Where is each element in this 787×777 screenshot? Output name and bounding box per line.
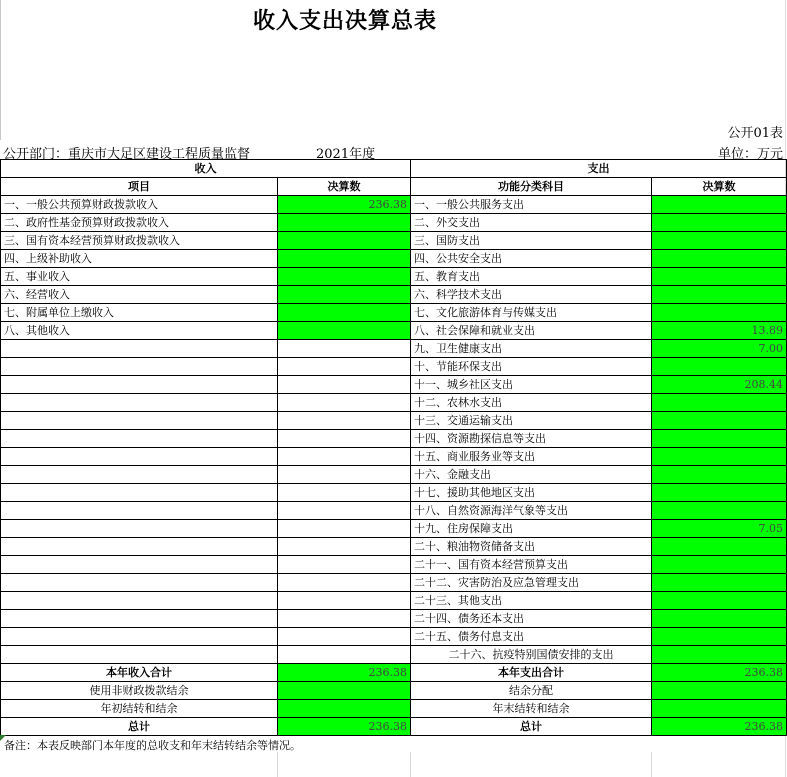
income-item-value[interactable] <box>278 394 411 412</box>
expense-item-label: 十四、资源勘探信息等支出 <box>411 430 652 448</box>
amount-column-header: 决算数 <box>278 178 411 196</box>
income-section-header: 收入 <box>1 160 411 178</box>
income-item-value[interactable] <box>278 322 411 340</box>
table-row <box>1 556 787 574</box>
report-meta <box>0 141 787 162</box>
income-item-value[interactable] <box>278 556 411 574</box>
report-title: 收入支出决算总表 <box>252 9 437 34</box>
year-label: 2021年度 <box>316 147 376 162</box>
expense-item-value[interactable]: 13.89 <box>652 322 787 340</box>
table-row <box>1 448 787 466</box>
table-row <box>1 394 787 412</box>
unit-label: 单位：万元 <box>717 147 783 162</box>
expense-item-label: 二十六、抗疫特别国债安排的支出 <box>411 646 652 664</box>
end-carryover-label: 年末结转和结余 <box>411 700 652 718</box>
expense-item-value[interactable]: 208.44 <box>652 376 787 394</box>
expense-item-value[interactable]: 7.00 <box>652 340 787 358</box>
expense-item-value[interactable] <box>652 232 787 250</box>
expense-item-value[interactable] <box>652 628 787 646</box>
expense-item-value[interactable] <box>652 358 787 376</box>
table-row <box>1 430 787 448</box>
grid-line <box>410 752 411 777</box>
grand-total-row <box>1 718 787 736</box>
expense-item-value[interactable]: 7.05 <box>652 520 787 538</box>
income-expense-table <box>0 159 787 736</box>
income-item-label <box>1 520 278 538</box>
expense-item-value[interactable] <box>652 556 787 574</box>
income-item-value[interactable] <box>278 412 411 430</box>
expense-item-label: 四、公共安全支出 <box>411 250 652 268</box>
income-item-value[interactable] <box>278 502 411 520</box>
income-item-value[interactable] <box>278 448 411 466</box>
income-item-label <box>1 358 278 376</box>
income-item-label: 七、附属单位上缴收入 <box>1 304 278 322</box>
expense-item-label: 十二、农林水支出 <box>411 394 652 412</box>
income-item-label: 一、一般公共预算财政拨款收入 <box>1 196 278 214</box>
table-row <box>1 322 787 340</box>
nonfiscal-row <box>1 682 787 700</box>
form-number: 公开01表 <box>727 126 783 141</box>
income-item-value[interactable] <box>278 232 411 250</box>
expense-item-value[interactable] <box>652 646 787 664</box>
expense-item-value[interactable] <box>652 394 787 412</box>
expense-item-value[interactable] <box>652 286 787 304</box>
expense-item-label: 二十三、其他支出 <box>411 592 652 610</box>
income-item-label <box>1 340 278 358</box>
grand-income-value[interactable]: 236.38 <box>278 718 411 736</box>
expense-item-value[interactable] <box>652 430 787 448</box>
begin-carryover-label: 年初结转和结余 <box>1 700 278 718</box>
expense-item-value[interactable] <box>652 574 787 592</box>
expense-item-label: 二十四、债务还本支出 <box>411 610 652 628</box>
func-item-column-header: 功能分类科目 <box>411 178 652 196</box>
table-row <box>1 376 787 394</box>
begin-carryover-value[interactable] <box>278 700 411 718</box>
expense-item-label: 五、教育支出 <box>411 268 652 286</box>
expense-item-label: 一、一般公共服务支出 <box>411 196 652 214</box>
expense-item-label: 二十五、债务付息支出 <box>411 628 652 646</box>
surplus-dist-value[interactable] <box>652 682 787 700</box>
income-item-value[interactable] <box>278 538 411 556</box>
surplus-dist-label: 结余分配 <box>411 682 652 700</box>
expense-item-label: 十、节能环保支出 <box>411 358 652 376</box>
income-item-label <box>1 502 278 520</box>
expense-item-value[interactable] <box>652 466 787 484</box>
income-item-value[interactable] <box>278 520 411 538</box>
expense-item-value[interactable] <box>652 412 787 430</box>
income-item-value[interactable] <box>278 358 411 376</box>
expense-item-label: 十三、交通运输支出 <box>411 412 652 430</box>
expense-item-label: 十七、援助其他地区支出 <box>411 484 652 502</box>
income-item-label: 五、事业收入 <box>1 268 278 286</box>
table-row <box>1 340 787 358</box>
column-header-row <box>1 178 787 196</box>
income-item-label: 六、经营收入 <box>1 286 278 304</box>
grand-income-label: 总计 <box>1 718 278 736</box>
expense-section-header: 支出 <box>411 160 787 178</box>
table-row <box>1 268 787 286</box>
income-item-label <box>1 430 278 448</box>
expense-item-label: 三、国防支出 <box>411 232 652 250</box>
income-item-value[interactable] <box>278 304 411 322</box>
income-item-label <box>1 592 278 610</box>
table-row <box>1 484 787 502</box>
income-item-label <box>1 484 278 502</box>
expense-item-value[interactable] <box>652 448 787 466</box>
table-row <box>1 412 787 430</box>
expense-item-value[interactable] <box>652 538 787 556</box>
footnote: 备注：本表反映部门本年度的总收支和年末结转结余等情况。 <box>4 739 301 752</box>
table-row <box>1 538 787 556</box>
nonfiscal-label: 使用非财政拨款结余 <box>1 682 278 700</box>
table-row <box>1 250 787 268</box>
expense-item-label: 十九、住房保障支出 <box>411 520 652 538</box>
expense-item-label: 二十二、灾害防治及应急管理支出 <box>411 574 652 592</box>
table-row <box>1 358 787 376</box>
expense-item-value[interactable] <box>652 268 787 286</box>
income-item-label <box>1 628 278 646</box>
amount2-column-header: 决算数 <box>652 178 787 196</box>
table-row <box>1 214 787 232</box>
grid-line <box>651 752 652 777</box>
expense-item-label: 九、卫生健康支出 <box>411 340 652 358</box>
income-item-value[interactable]: 236.38 <box>278 196 411 214</box>
table-row <box>1 574 787 592</box>
income-item-value[interactable] <box>278 268 411 286</box>
income-item-value[interactable] <box>278 430 411 448</box>
table-row <box>1 646 787 664</box>
expense-item-label: 十六、金融支出 <box>411 466 652 484</box>
income-item-label <box>1 538 278 556</box>
income-item-value[interactable] <box>278 466 411 484</box>
income-item-label <box>1 574 278 592</box>
table-row <box>1 466 787 484</box>
expense-item-value[interactable] <box>652 250 787 268</box>
income-item-label <box>1 394 278 412</box>
income-item-value[interactable] <box>278 340 411 358</box>
department-label: 公开部门：重庆市大足区建设工程质量监督 <box>3 147 251 162</box>
income-item-label <box>1 376 278 394</box>
income-total-label: 本年收入合计 <box>1 664 278 682</box>
table-row <box>1 232 787 250</box>
table-row <box>1 520 787 538</box>
nonfiscal-value[interactable] <box>278 682 411 700</box>
grand-expense-label: 总计 <box>411 718 652 736</box>
expense-total-value[interactable]: 236.38 <box>652 664 787 682</box>
expense-item-label: 八、社会保障和就业支出 <box>411 322 652 340</box>
income-item-label: 三、国有资本经营预算财政拨款收入 <box>1 232 278 250</box>
income-item-label <box>1 448 278 466</box>
expense-item-label: 十五、商业服务业等支出 <box>411 448 652 466</box>
income-item-value[interactable] <box>278 574 411 592</box>
expense-item-label: 六、科学技术支出 <box>411 286 652 304</box>
income-total-value[interactable]: 236.38 <box>278 664 411 682</box>
grid-line <box>277 752 278 777</box>
income-item-value[interactable] <box>278 592 411 610</box>
end-carryover-value[interactable] <box>652 700 787 718</box>
table-row <box>1 196 787 214</box>
income-item-label <box>1 466 278 484</box>
table-row <box>1 592 787 610</box>
table-row <box>1 502 787 520</box>
income-item-value[interactable] <box>278 610 411 628</box>
expense-item-label: 十八、自然资源海洋气象等支出 <box>411 502 652 520</box>
income-item-label: 二、政府性基金预算财政拨款收入 <box>1 214 278 232</box>
grand-expense-value[interactable]: 236.38 <box>652 718 787 736</box>
carryover-row <box>1 700 787 718</box>
expense-item-value[interactable] <box>652 610 787 628</box>
income-item-value[interactable] <box>278 376 411 394</box>
income-item-label: 四、上级补助收入 <box>1 250 278 268</box>
expense-item-value[interactable] <box>652 484 787 502</box>
income-item-value[interactable] <box>278 286 411 304</box>
income-item-value[interactable] <box>278 250 411 268</box>
table-row <box>1 286 787 304</box>
expense-total-label: 本年支出合计 <box>411 664 652 682</box>
income-item-value[interactable] <box>278 484 411 502</box>
income-item-value[interactable] <box>278 646 411 664</box>
income-item-value[interactable] <box>278 214 411 232</box>
expense-item-label: 十一、城乡社区支出 <box>411 376 652 394</box>
expense-item-value[interactable] <box>652 196 787 214</box>
expense-item-label: 二、外交支出 <box>411 214 652 232</box>
income-item-label <box>1 610 278 628</box>
expense-item-label: 七、文化旅游体育与传媒支出 <box>411 304 652 322</box>
table-row <box>1 304 787 322</box>
table-row <box>1 610 787 628</box>
income-item-label <box>1 412 278 430</box>
expense-item-value[interactable] <box>652 592 787 610</box>
income-item-label <box>1 646 278 664</box>
year-total-row <box>1 664 787 682</box>
section-header-row <box>1 160 787 178</box>
expense-item-label: 二十一、国有资本经营预算支出 <box>411 556 652 574</box>
income-item-value[interactable] <box>278 628 411 646</box>
income-item-label: 八、其他收入 <box>1 322 278 340</box>
table-row <box>1 628 787 646</box>
item-column-header: 项目 <box>1 178 278 196</box>
expense-item-value[interactable] <box>652 304 787 322</box>
expense-item-label: 二十、粮油物资储备支出 <box>411 538 652 556</box>
income-item-label <box>1 556 278 574</box>
expense-item-value[interactable] <box>652 502 787 520</box>
expense-item-value[interactable] <box>652 214 787 232</box>
